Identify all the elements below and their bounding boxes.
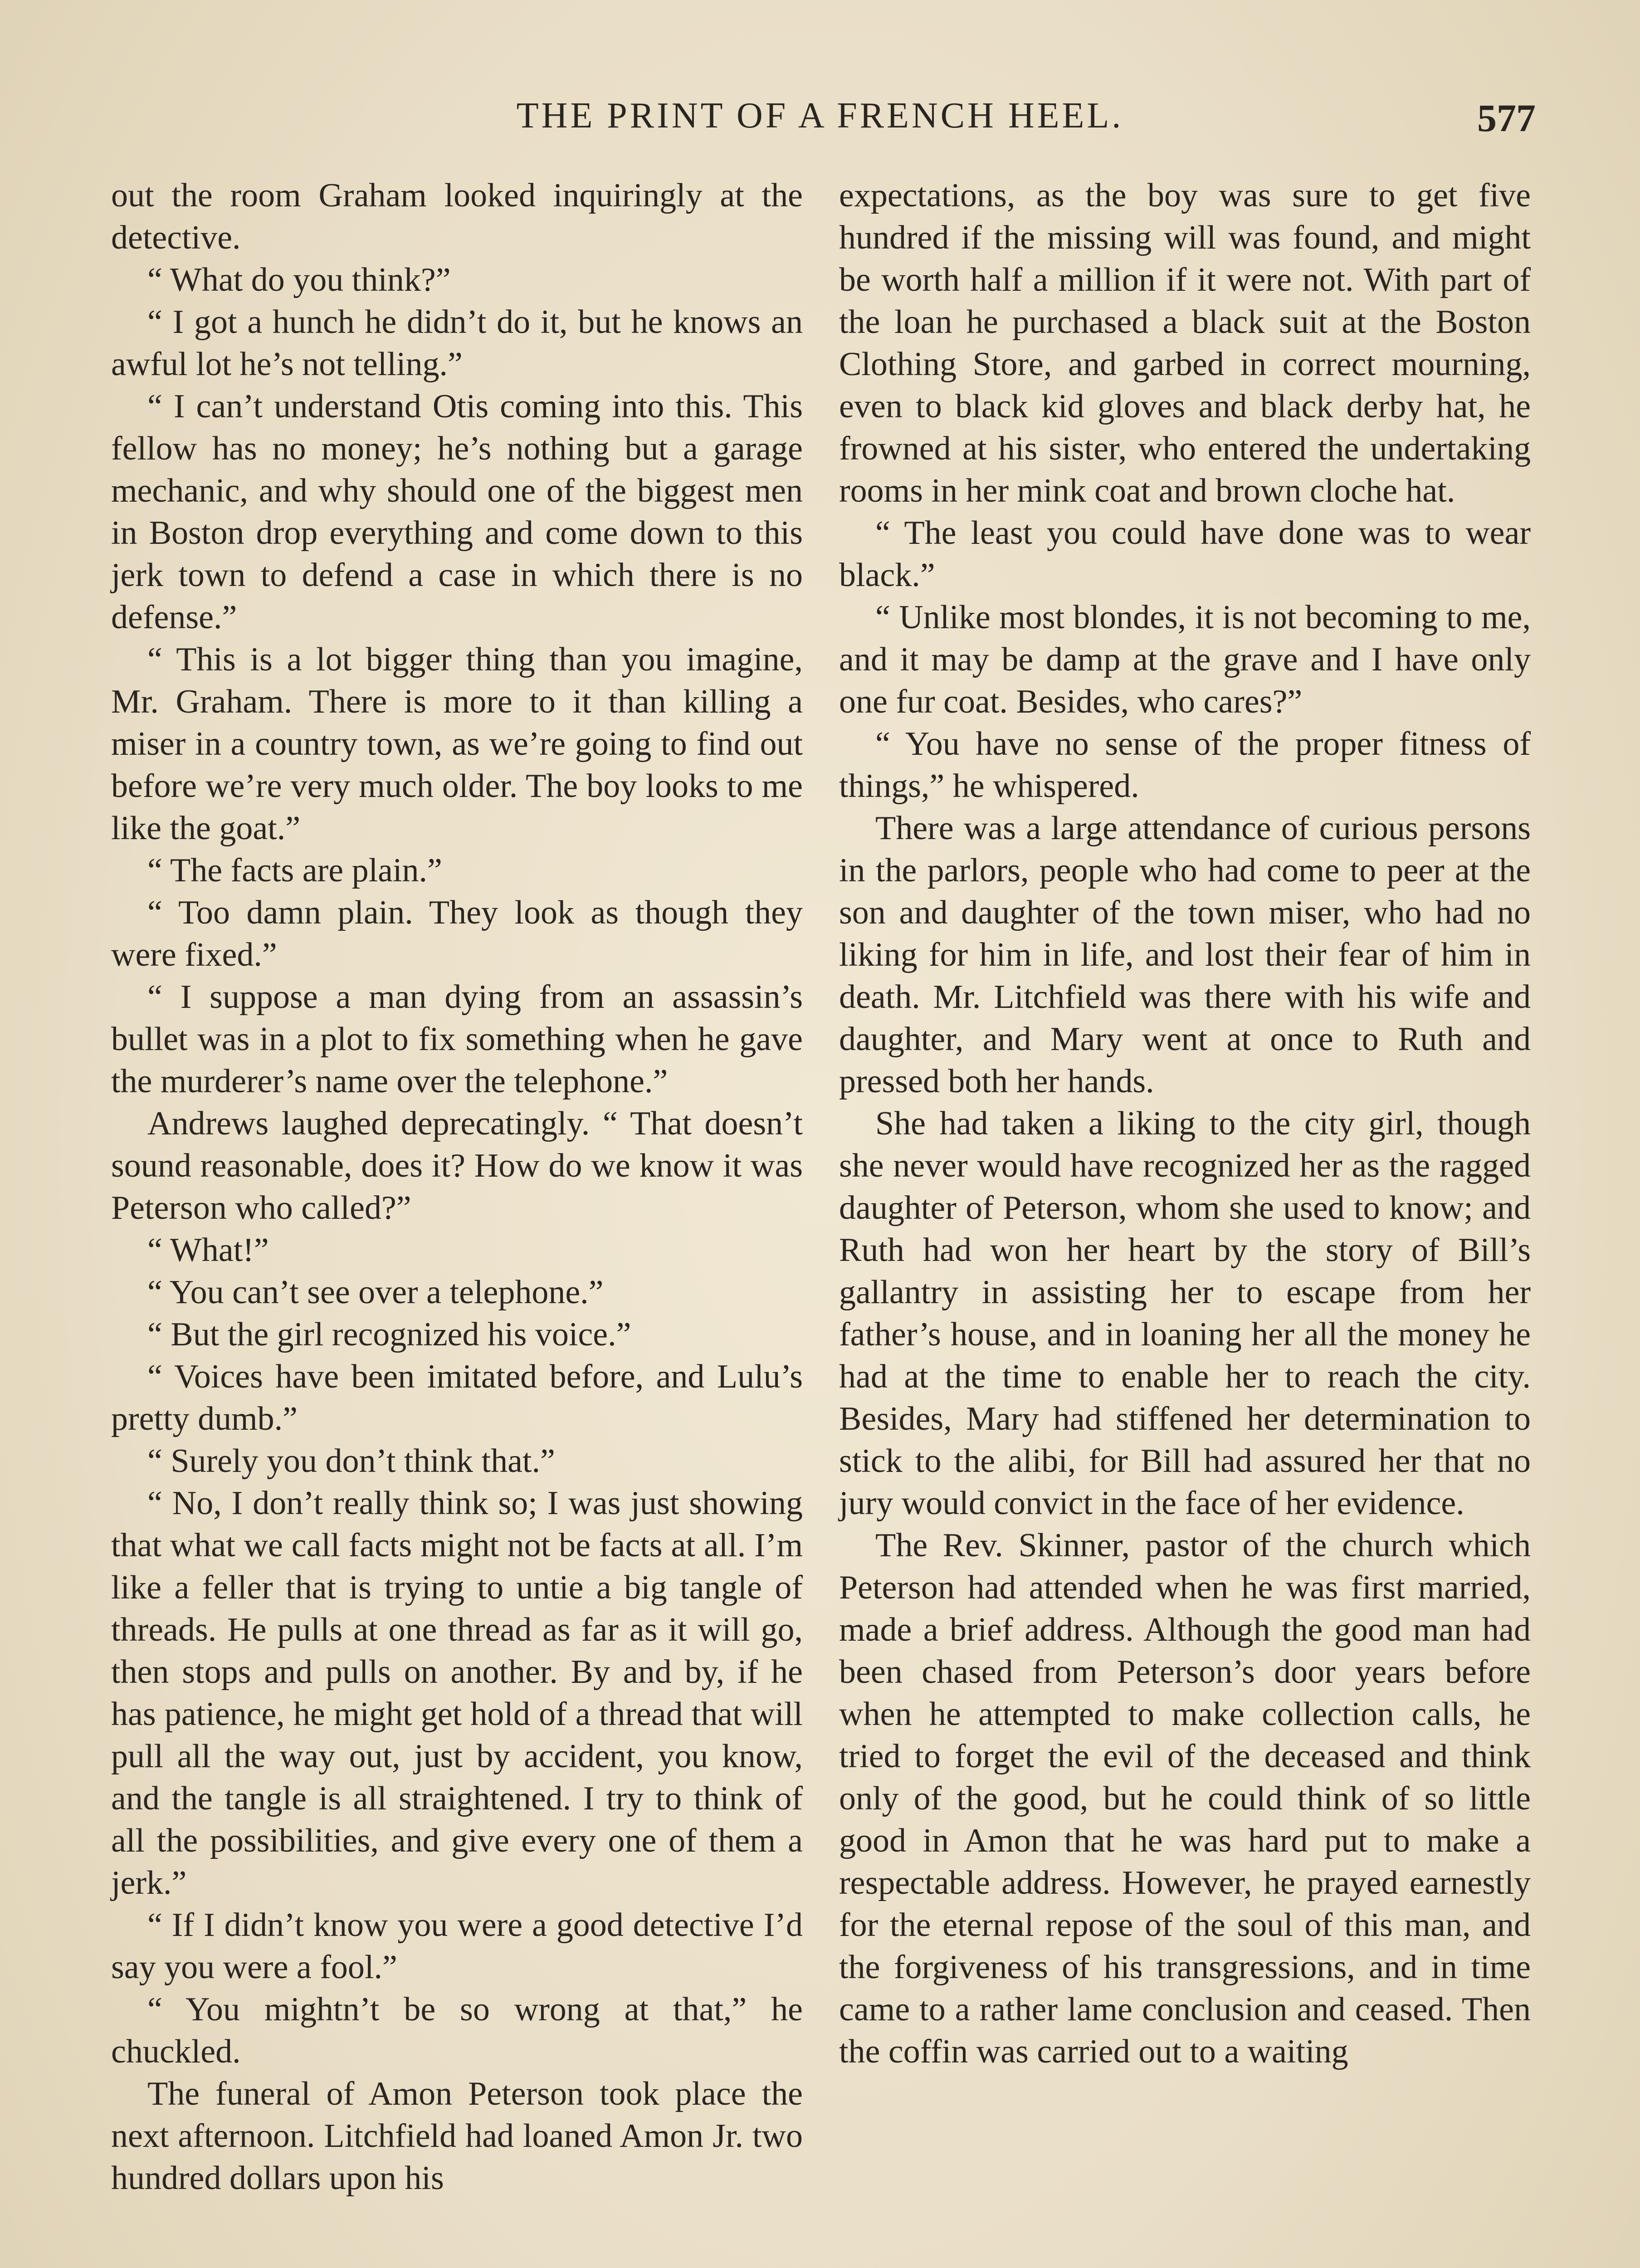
paragraph: There was a large attendance of curious persons in the parlors, people who had come to peer at the son and daughter of the town miser, who had no liking for him in life, and lost their fear of him in death. Mr. Litchfield was there with his wife and daughter, and Mary went at once to Ruth and pressed both her hands. — [839, 810, 1531, 1100]
page-number: 577 — [1477, 96, 1536, 140]
paragraph: “ I can’t understand Otis coming into this. This fellow has no money; he’s nothing but a garage mechanic, and why should one of the biggest men in Boston drop everything and come down to this jerk town to defend a case in which there is no defense.” — [111, 388, 803, 636]
paragraph: “ This is a lot bigger thing than you imagine, Mr. Graham. There is more to it than killing a miser in a country town, as we’re going to find out before we’re very much older. The boy looks to me like the goat.” — [111, 641, 803, 847]
paragraph: “ I got a hunch he didn’t do it, but he knows an awful lot he’s not telling.” — [111, 303, 803, 383]
paragraph: “ No, I don’t really think so; I was just showing that what we call facts might not be facts at all. I’m like a feller that is trying to untie a big tangle of threads. He pulls at one thread as far as it will go, then stops and pulls on another. By and by, if he has patience, he might get hold of a thread that will pull all the way out, just by accident, you know, and the tangle is all straightened. I try to think of all the possibilities, and give every one of them a jerk.” — [111, 1485, 803, 1901]
paragraph: The Rev. Skinner, pastor of the church which Peterson had attended when he was first married, made a brief address. Although the good man had been chased from Peterson’s door years before when he attempted to make collection calls, he tried to forget the evil of the deceased and think only of the good, but he could think of so little good in Amon that he was hard put to make a respectable address. However, he prayed earnestly for the eternal repose of the soul of this man, and the forgiveness of his transgressions, and in time came to a rather lame conclusion and ceased. Then the coffin was carried out to a waiting — [839, 1527, 1531, 2070]
paragraph: out the room Graham looked inquiringly at the detective. — [111, 177, 803, 256]
paragraph: “ What do you think?” — [147, 261, 451, 298]
paragraph: “ But the girl recognized his voice.” — [147, 1316, 631, 1353]
paragraph: Andrews laughed deprecatingly. “ That doesn’t sound reasonable, does it? How do we know it was Peterson who called?” — [111, 1105, 803, 1227]
paragraph: “ Unlike most blondes, it is not becoming to me, and it may be damp at the grave and I have only one fur coat. Besides, who cares?” — [839, 599, 1531, 720]
running-header — [104, 95, 1536, 145]
paragraph: “ I suppose a man dying from an assassin’s bullet was in a plot to fix something when he gave the murderer’s name over the telephone.” — [111, 978, 803, 1100]
paragraph: “ Voices have been imitated before, and Lulu’s pretty dumb.” — [111, 1358, 803, 1437]
running-title: THE PRINT OF A FRENCH HEEL. — [516, 96, 1124, 136]
paragraph: “ If I didn’t know you were a good detective I’d say you were a fool.” — [111, 1906, 803, 1986]
left-column — [111, 175, 803, 2200]
paragraph: “ You have no sense of the proper fitness of things,” he whispered. — [839, 725, 1531, 805]
paragraph: She had taken a liking to the city girl, though she never would have recognized her as the ragged daughter of Peterson, whom she used to know; and Ruth had won her heart by the story of Bill’s gallantry in assisting her to escape from her father’s house, and in loaning her all the money he had at the time to enable her to reach the city. Besides, Mary had stiffened her determination to stick to the alibi, for Bill had assured her that no jury would convict in the face of her evidence. — [839, 1105, 1531, 1522]
right-column — [839, 175, 1531, 2073]
paragraph: expectations, as the boy was sure to get five hundred if the missing will was found, and might be worth half a million if it were not. With part of the loan he purchased a black suit at the Boston Clothing Store, and garbed in correct mourning, even to black kid gloves and black derby hat, he frowned at his sister, who entered the undertaking rooms in her mink coat and brown cloche hat. — [839, 177, 1531, 509]
paragraph: “ What!” — [147, 1232, 269, 1269]
paragraph: “ Too damn plain. They look as though they were fixed.” — [111, 894, 803, 973]
paragraph: “ You mightn’t be so wrong at that,” he chuckled. — [111, 1991, 803, 2070]
paragraph: “ You can’t see over a telephone.” — [147, 1274, 604, 1311]
paragraph: “ The least you could have done was to wear black.” — [839, 514, 1531, 594]
paragraph: “ Surely you don’t think that.” — [147, 1442, 555, 1480]
paragraph: “ The facts are plain.” — [147, 852, 442, 889]
paragraph: The funeral of Amon Peterson took place the next afternoon. Litchfield had loaned Amon Jr. two hundred dollars upon his — [111, 2075, 803, 2197]
